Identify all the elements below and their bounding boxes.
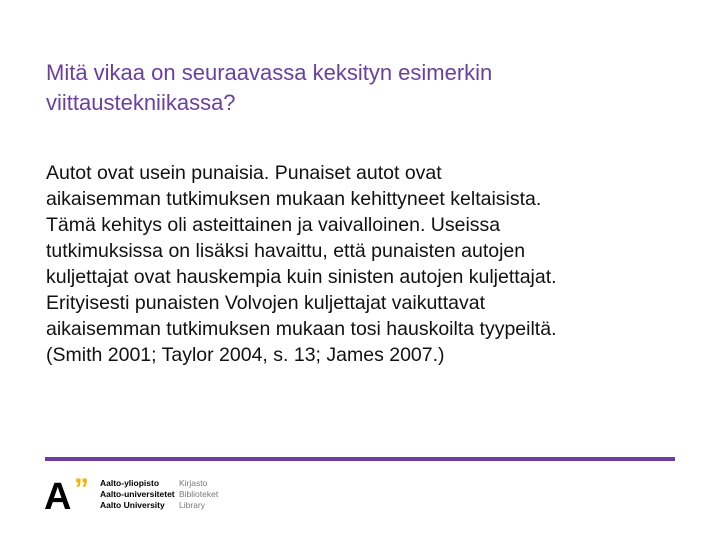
library-name: Biblioteket xyxy=(179,489,219,499)
title-line: viittaustekniikassa? xyxy=(46,90,236,115)
logo-text xyxy=(100,478,218,511)
body-line: Erityisesti punaisten Volvojen kuljettajat vaikuttavat xyxy=(46,292,485,314)
title-line: Mitä vikaa on seuraavassa keksityn esimerkin xyxy=(46,60,493,85)
slide-body xyxy=(46,160,696,368)
body-line: kuljettajat ovat hauskempia kuin sinisten autojen kuljettajat. xyxy=(46,266,557,288)
aalto-logo-mark: A xyxy=(44,476,72,518)
body-line: Autot ovat usein punaisia. Punaiset autot ovat xyxy=(46,162,442,184)
institution-name: Aalto-universitetet xyxy=(100,489,175,499)
body-line: (Smith 2001; Taylor 2004, s. 13; James 2007.) xyxy=(46,344,445,366)
library-name: Library xyxy=(179,500,205,510)
body-line: Tämä kehitys oli asteittainen ja vaivalloinen. Useissa xyxy=(46,214,501,236)
body-line: aikaisemman tutkimuksen mukaan kehittyneet keltaisista. xyxy=(46,188,542,210)
slide-title xyxy=(46,58,686,118)
institution-name: Aalto-yliopisto xyxy=(100,478,160,488)
library-name: Kirjasto xyxy=(179,478,208,488)
logo-row xyxy=(100,489,218,500)
aalto-logo-quote-icon: ” xyxy=(74,473,89,506)
logo-row xyxy=(100,478,218,489)
logo-row xyxy=(100,500,218,511)
institution-name: Aalto University xyxy=(100,500,165,510)
aalto-library-logo xyxy=(44,473,304,518)
body-line: aikaisemman tutkimuksen mukaan tosi hauskoilta tyypeiltä. xyxy=(46,318,557,340)
divider-rule xyxy=(45,457,675,461)
body-line: tutkimuksissa on lisäksi havaittu, että punaisten autojen xyxy=(46,240,526,262)
